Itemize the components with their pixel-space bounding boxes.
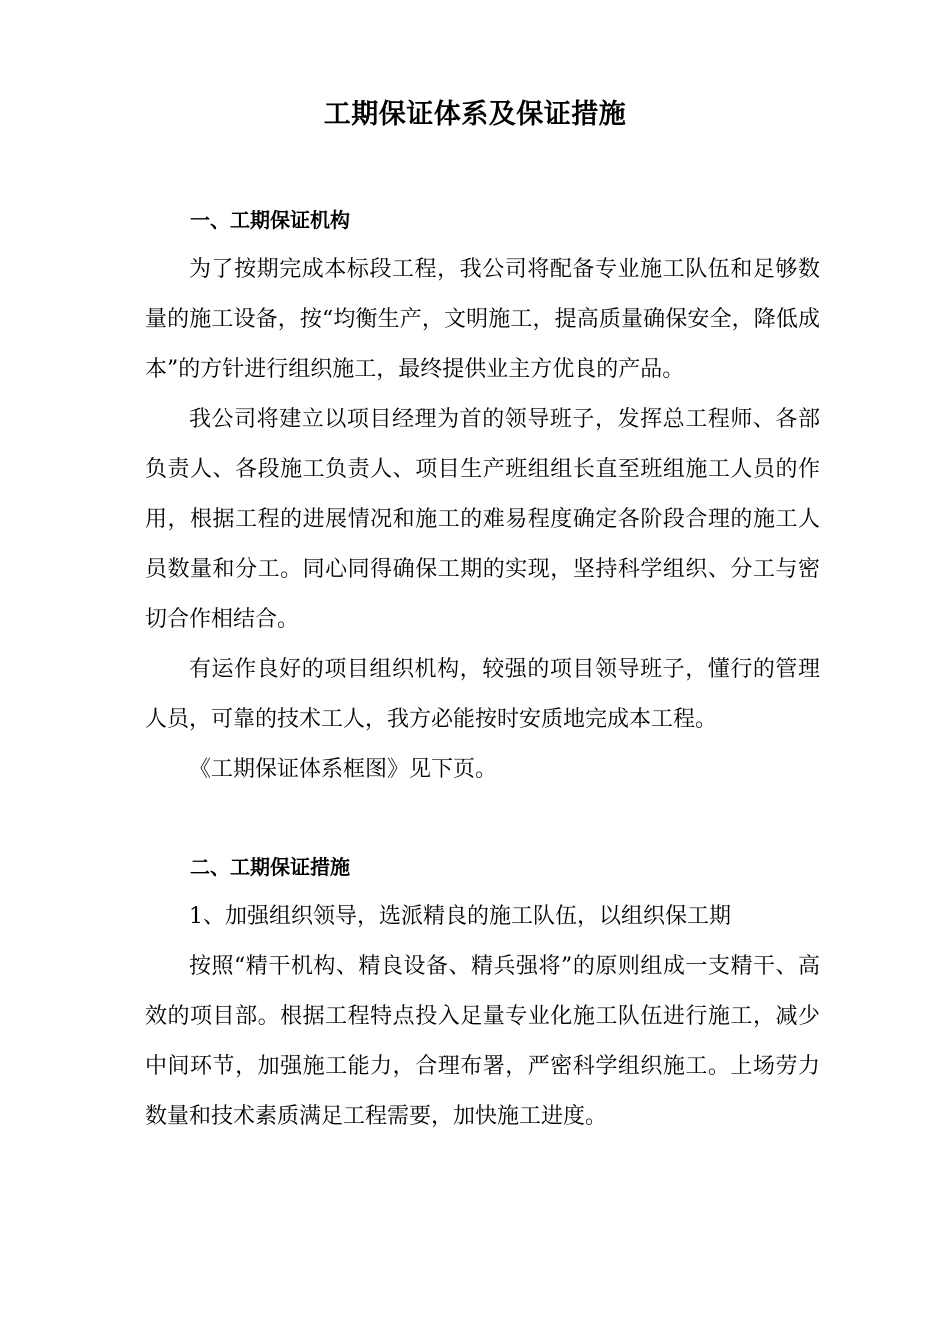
document-title: 工期保证体系及保证措施 (323, 99, 627, 130)
paragraph-1-3: 有运作良好的项目组织机构，较强的项目领导班子，懂行的管理人员，可靠的技术工人，我方必能按时安质地完成本工程。 (145, 657, 820, 732)
paragraph-2-1: 1、加强组织领导，选派精良的施工队伍，以组织保工期 (189, 904, 731, 929)
paragraph-1-1: 为了按期完成本标段工程，我公司将配备专业施工队伍和足够数量的施工设备，按“均衡生产，文明施工，提高质量确保安全，降低成本”的方针进行组织施工，最终提供业主方优良的产品。 (145, 257, 820, 382)
section-heading-1: 一、工期保证机构 (190, 208, 350, 232)
paragraph-1-4: 《工期保证体系框图》见下页。 (189, 757, 498, 782)
paragraph-2-2: 按照“精干机构、精良设备、精兵强将”的原则组成一支精干、高效的项目部。根据工程特点投入足量专业化施工队伍进行施工，减少中间环节，加强施工能力，合理布署，严密科学组织施工。上场劳力数量和技术素质满足工程需要，加快施工进度。 (145, 954, 820, 1129)
paragraph-1-2: 我公司将建立以项目经理为首的领导班子，发挥总工程师、各部负责人、各段施工负责人、项目生产班组组长直至班组施工人员的作用，根据工程的进展情况和施工的难易程度确定各阶段合理的施工人员数量和分工。同心同得确保工期的实现，坚持科学组织、分工与密切合作相结合。 (145, 407, 820, 632)
section-heading-2: 二、工期保证措施 (190, 855, 350, 879)
